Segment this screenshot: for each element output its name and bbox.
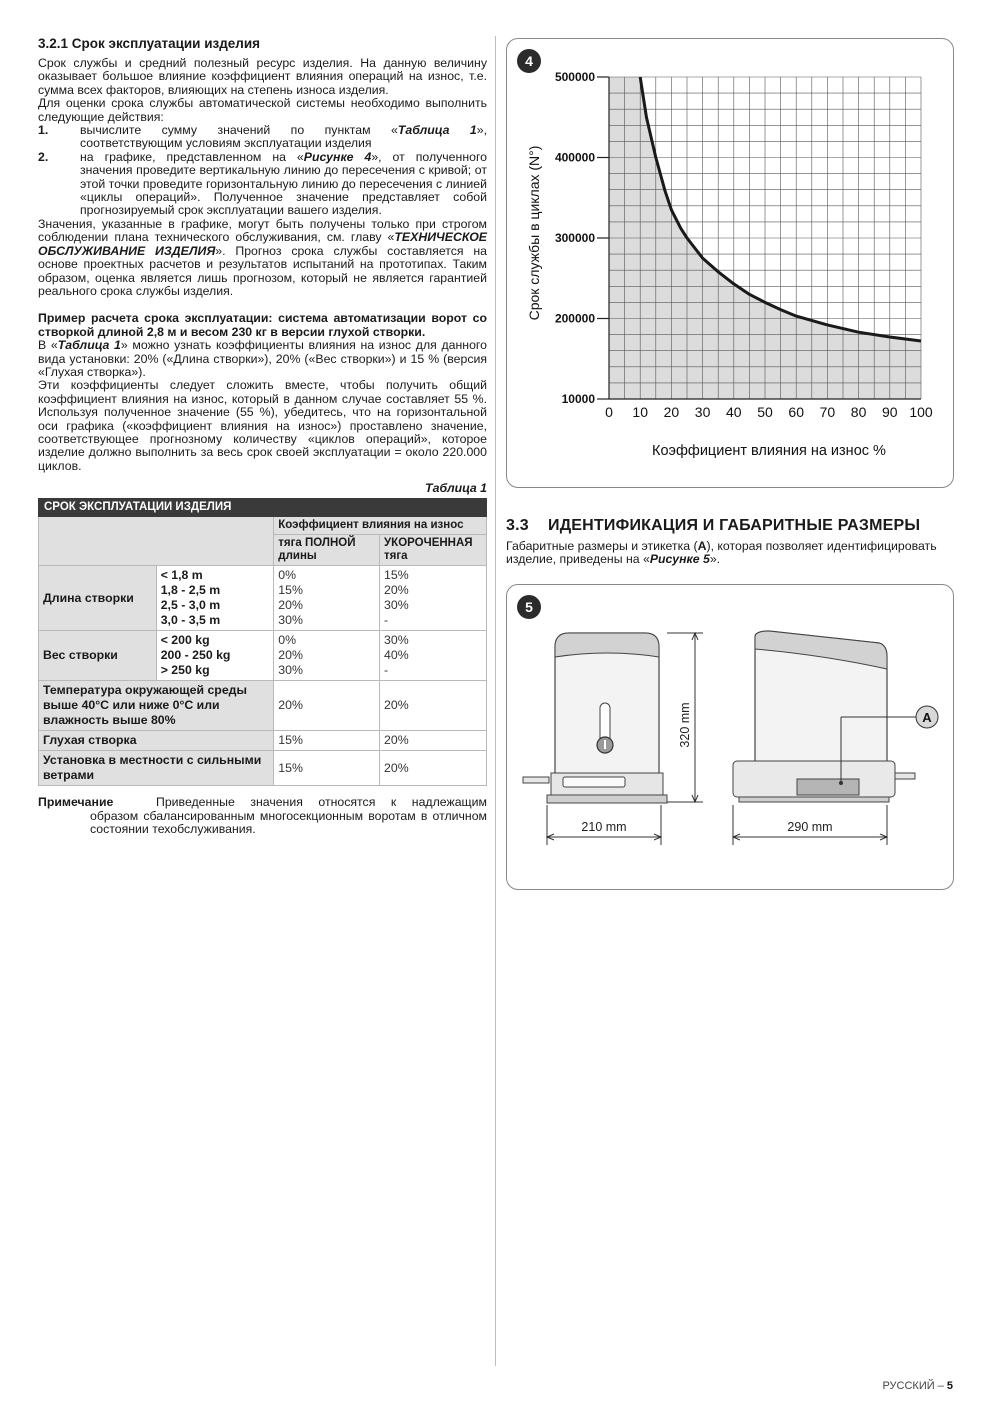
y-tick-label: 400000 <box>554 150 595 165</box>
section-title <box>506 516 954 536</box>
range-cell <box>156 631 274 681</box>
table-title: СРОК ЭКСПЛУАТАЦИИ ИЗДЕЛИЯ <box>39 499 487 517</box>
range-value: 1,8 - 2,5 m <box>160 583 221 598</box>
footer-separator: – <box>934 1380 947 1392</box>
depth-label: 210 mm <box>581 820 627 834</box>
y-tick-label: 10000 <box>561 392 595 406</box>
value: 20% <box>380 751 487 786</box>
left-column <box>38 36 487 836</box>
value-cell <box>274 566 380 631</box>
value-cell <box>380 631 487 681</box>
row-label-wind: Установка в местности с сильными ветрами <box>39 751 274 786</box>
figure-ref[interactable]: Рисунке 5 <box>649 552 710 567</box>
x-tick-label: 10 <box>632 404 648 420</box>
page-number: 5 <box>946 1380 953 1392</box>
height-label: 320 mm <box>678 702 692 748</box>
step-text: », от полученного значения проведите вертикальную линию до пересечения с кривой; от этой точки проведите горизонтальную линию до пересечения с линией «циклы операций». Полученное значение представляет собой прогнозируемый срок эксплуатации вашего изделия. <box>80 149 488 218</box>
table-caption: Таблица 1 <box>425 481 487 496</box>
value: 20% <box>384 583 409 598</box>
table-corner <box>39 517 274 566</box>
range-value: < 200 kg <box>160 633 210 648</box>
example-paragraph-1 <box>38 339 487 379</box>
table-ref[interactable]: Таблица 1 <box>57 338 121 353</box>
value: 15% <box>278 583 303 598</box>
maintenance-paragraph <box>38 218 487 298</box>
label-ref: A <box>697 539 707 553</box>
note-block <box>38 796 487 836</box>
section-heading: 3.2.1 Срок эксплуатации изделия <box>38 36 261 51</box>
y-tick-label: 200000 <box>554 311 595 326</box>
steps-list <box>38 124 487 218</box>
x-tick-label: 50 <box>757 404 773 420</box>
example-paragraph-2: Эти коэффициенты следует сложить вместе, чтобы получить общий коэффициент влияния на износ, который в данном случае составляет 55 %. Используя полученное значение (55 %), убедитесь, что на горизонтальной оси графика («коэффициент влияния на износ») проставлено значение, соответствующее прогнозному количеству «циклов операций», которое изделие должно выполнить за весь срок своей эксплуатации = около 220.000 циклов. <box>38 378 487 473</box>
section-3-3 <box>506 516 954 567</box>
table-row <box>39 681 487 731</box>
text-run: Значения, указанные в графике, могут быть получены только при строгом соблюдении плана технического обслуживания, см. главу « <box>38 216 487 245</box>
row-label-blind: Глухая створка <box>39 731 274 751</box>
value: 0% <box>278 568 297 583</box>
step-text: вычислите сумму значений по пунктам « <box>80 123 398 138</box>
label-a-text: A <box>922 710 932 725</box>
column-header-full: тяга ПОЛНОЙ длины <box>274 535 380 566</box>
service-life-table <box>38 498 487 786</box>
figure-4-box <box>506 38 954 488</box>
range-value: > 250 kg <box>160 663 210 678</box>
range-cell <box>156 566 274 631</box>
note-label: Примечание <box>38 795 114 810</box>
value: 0% <box>278 633 297 648</box>
figure-ref[interactable]: Рисунке 4 <box>303 149 372 164</box>
column-divider <box>495 36 496 1366</box>
section-title-text: ИДЕНТИФИКАЦИЯ И ГАБАРИТНЫЕ РАЗМЕРЫ <box>548 517 921 534</box>
dimensions-paragraph <box>506 540 954 567</box>
column-header-short: УКОРОЧЕННАЯ тяга <box>380 535 487 566</box>
figure-5-box <box>506 584 954 890</box>
table-row <box>39 751 487 786</box>
group-header: Коэффициент влияния на износ <box>274 517 487 535</box>
x-tick-label: 90 <box>882 404 898 420</box>
y-axis-title: Срок службы в циклах (N°) <box>526 145 542 321</box>
intro-paragraph-2: Для оценки срока службы автоматической системы необходимо выполнить следующие действия: <box>38 96 487 124</box>
device-front-view <box>523 633 667 803</box>
range-value: 200 - 250 kg <box>160 648 231 663</box>
intro-paragraph: Срок службы и средний полезный ресурс изделия. На данную величину оказывает большое влияние коэффициент влияния операций на износ, т.е. сумма всех факторов, влияющих на степень износа изделия. <box>38 56 487 97</box>
right-column <box>506 38 954 834</box>
text-run: Габаритные размеры и этикетка ( <box>506 539 698 553</box>
table-ref[interactable]: Таблица 1 <box>397 123 477 138</box>
figure-5-badge: 5 <box>517 595 541 619</box>
x-tick-label: 70 <box>819 404 836 420</box>
chapter-ref[interactable]: ТЕХНИЧЕСКОЕ ОБСЛУЖИВАНИЕ ИЗДЕЛИЯ <box>38 230 487 258</box>
x-tick-label: 40 <box>726 404 742 420</box>
range-value: 2,5 - 3,0 m <box>160 598 221 613</box>
value-cell <box>274 631 380 681</box>
x-tick-label: 0 <box>605 404 613 420</box>
x-tick-label: 30 <box>694 404 711 420</box>
footer-language: РУССКИЙ <box>882 1380 935 1392</box>
value: 20% <box>278 648 303 663</box>
value: 30% <box>384 598 409 613</box>
width-label: 290 mm <box>787 820 833 834</box>
example-heading: Пример расчета срока эксплуатации: система автоматизации ворот со створкой длиной 2,8 м и весом 230 кг в версии глухой створки. <box>38 311 487 339</box>
row-label-length: Длина створки <box>39 566 157 631</box>
x-axis-title: Коэффициент влияния на износ % <box>652 443 886 459</box>
text-run: В « <box>38 338 58 353</box>
step-text: на графике, представленном на « <box>80 149 304 164</box>
x-tick-label: 60 <box>788 404 804 420</box>
value-cell <box>380 566 487 631</box>
value: 30% <box>278 663 303 678</box>
step-number: 1. <box>38 123 49 138</box>
row-label-temperature: Температура окружающей среды выше 40°C или ниже 0°C или влажность выше 80% <box>39 681 274 731</box>
dimensions-drawing <box>507 585 953 889</box>
value: 30% <box>384 633 409 648</box>
value: 40% <box>384 648 409 663</box>
value: 20% <box>274 681 380 731</box>
note-text: Приведенные значения относятся к надлежащим образом сбалансированным многосекционным воротам в отличном состоянии техобслуживания. <box>90 795 487 837</box>
range-value: < 1,8 m <box>160 568 203 583</box>
value: - <box>384 663 389 678</box>
x-tick-label: 80 <box>850 404 867 420</box>
text-run: ), которая позволяет идентифицировать изделие, приведены на « <box>506 539 937 567</box>
value: 20% <box>380 681 487 731</box>
value: - <box>384 613 389 628</box>
value: 15% <box>274 731 380 751</box>
value: 15% <box>384 568 409 583</box>
step-item <box>38 124 487 151</box>
table-row <box>39 731 487 751</box>
value: 15% <box>274 751 380 786</box>
table-row <box>39 566 487 631</box>
step-number: 2. <box>38 149 49 164</box>
step-text: », соответствующим условиям эксплуатации изделия <box>80 123 487 151</box>
text-run: ». Прогноз срока службы составляется на основе проектных расчетов и результатов испытаний на прототипах. Таким образом, оценка является лишь прогнозом, который не является гарантией реального срока службы изделия. <box>38 243 487 298</box>
y-tick-label: 500000 <box>554 70 595 84</box>
x-tick-label: 100 <box>909 404 933 420</box>
text-run: ». <box>709 552 721 567</box>
y-tick-label: 300000 <box>554 231 595 245</box>
service-life-chart <box>507 39 953 487</box>
text-run: » можно узнать коэффициенты влияния на износ для данного вида установки: 20% («Длина створки»), 20% («Вес створки») и 15 % (версия «Глухая створка»). <box>38 338 487 379</box>
value: 30% <box>278 613 303 628</box>
value: 20% <box>278 598 303 613</box>
table-row <box>39 631 487 681</box>
step-item <box>38 151 487 218</box>
row-label-weight: Вес створки <box>39 631 157 681</box>
x-tick-label: 20 <box>663 404 680 420</box>
page-footer <box>882 1380 953 1392</box>
section-number: 3.3 <box>506 517 529 534</box>
value: 20% <box>380 731 487 751</box>
range-value: 3,0 - 3,5 m <box>160 613 221 628</box>
figure-4-badge: 4 <box>517 49 541 73</box>
